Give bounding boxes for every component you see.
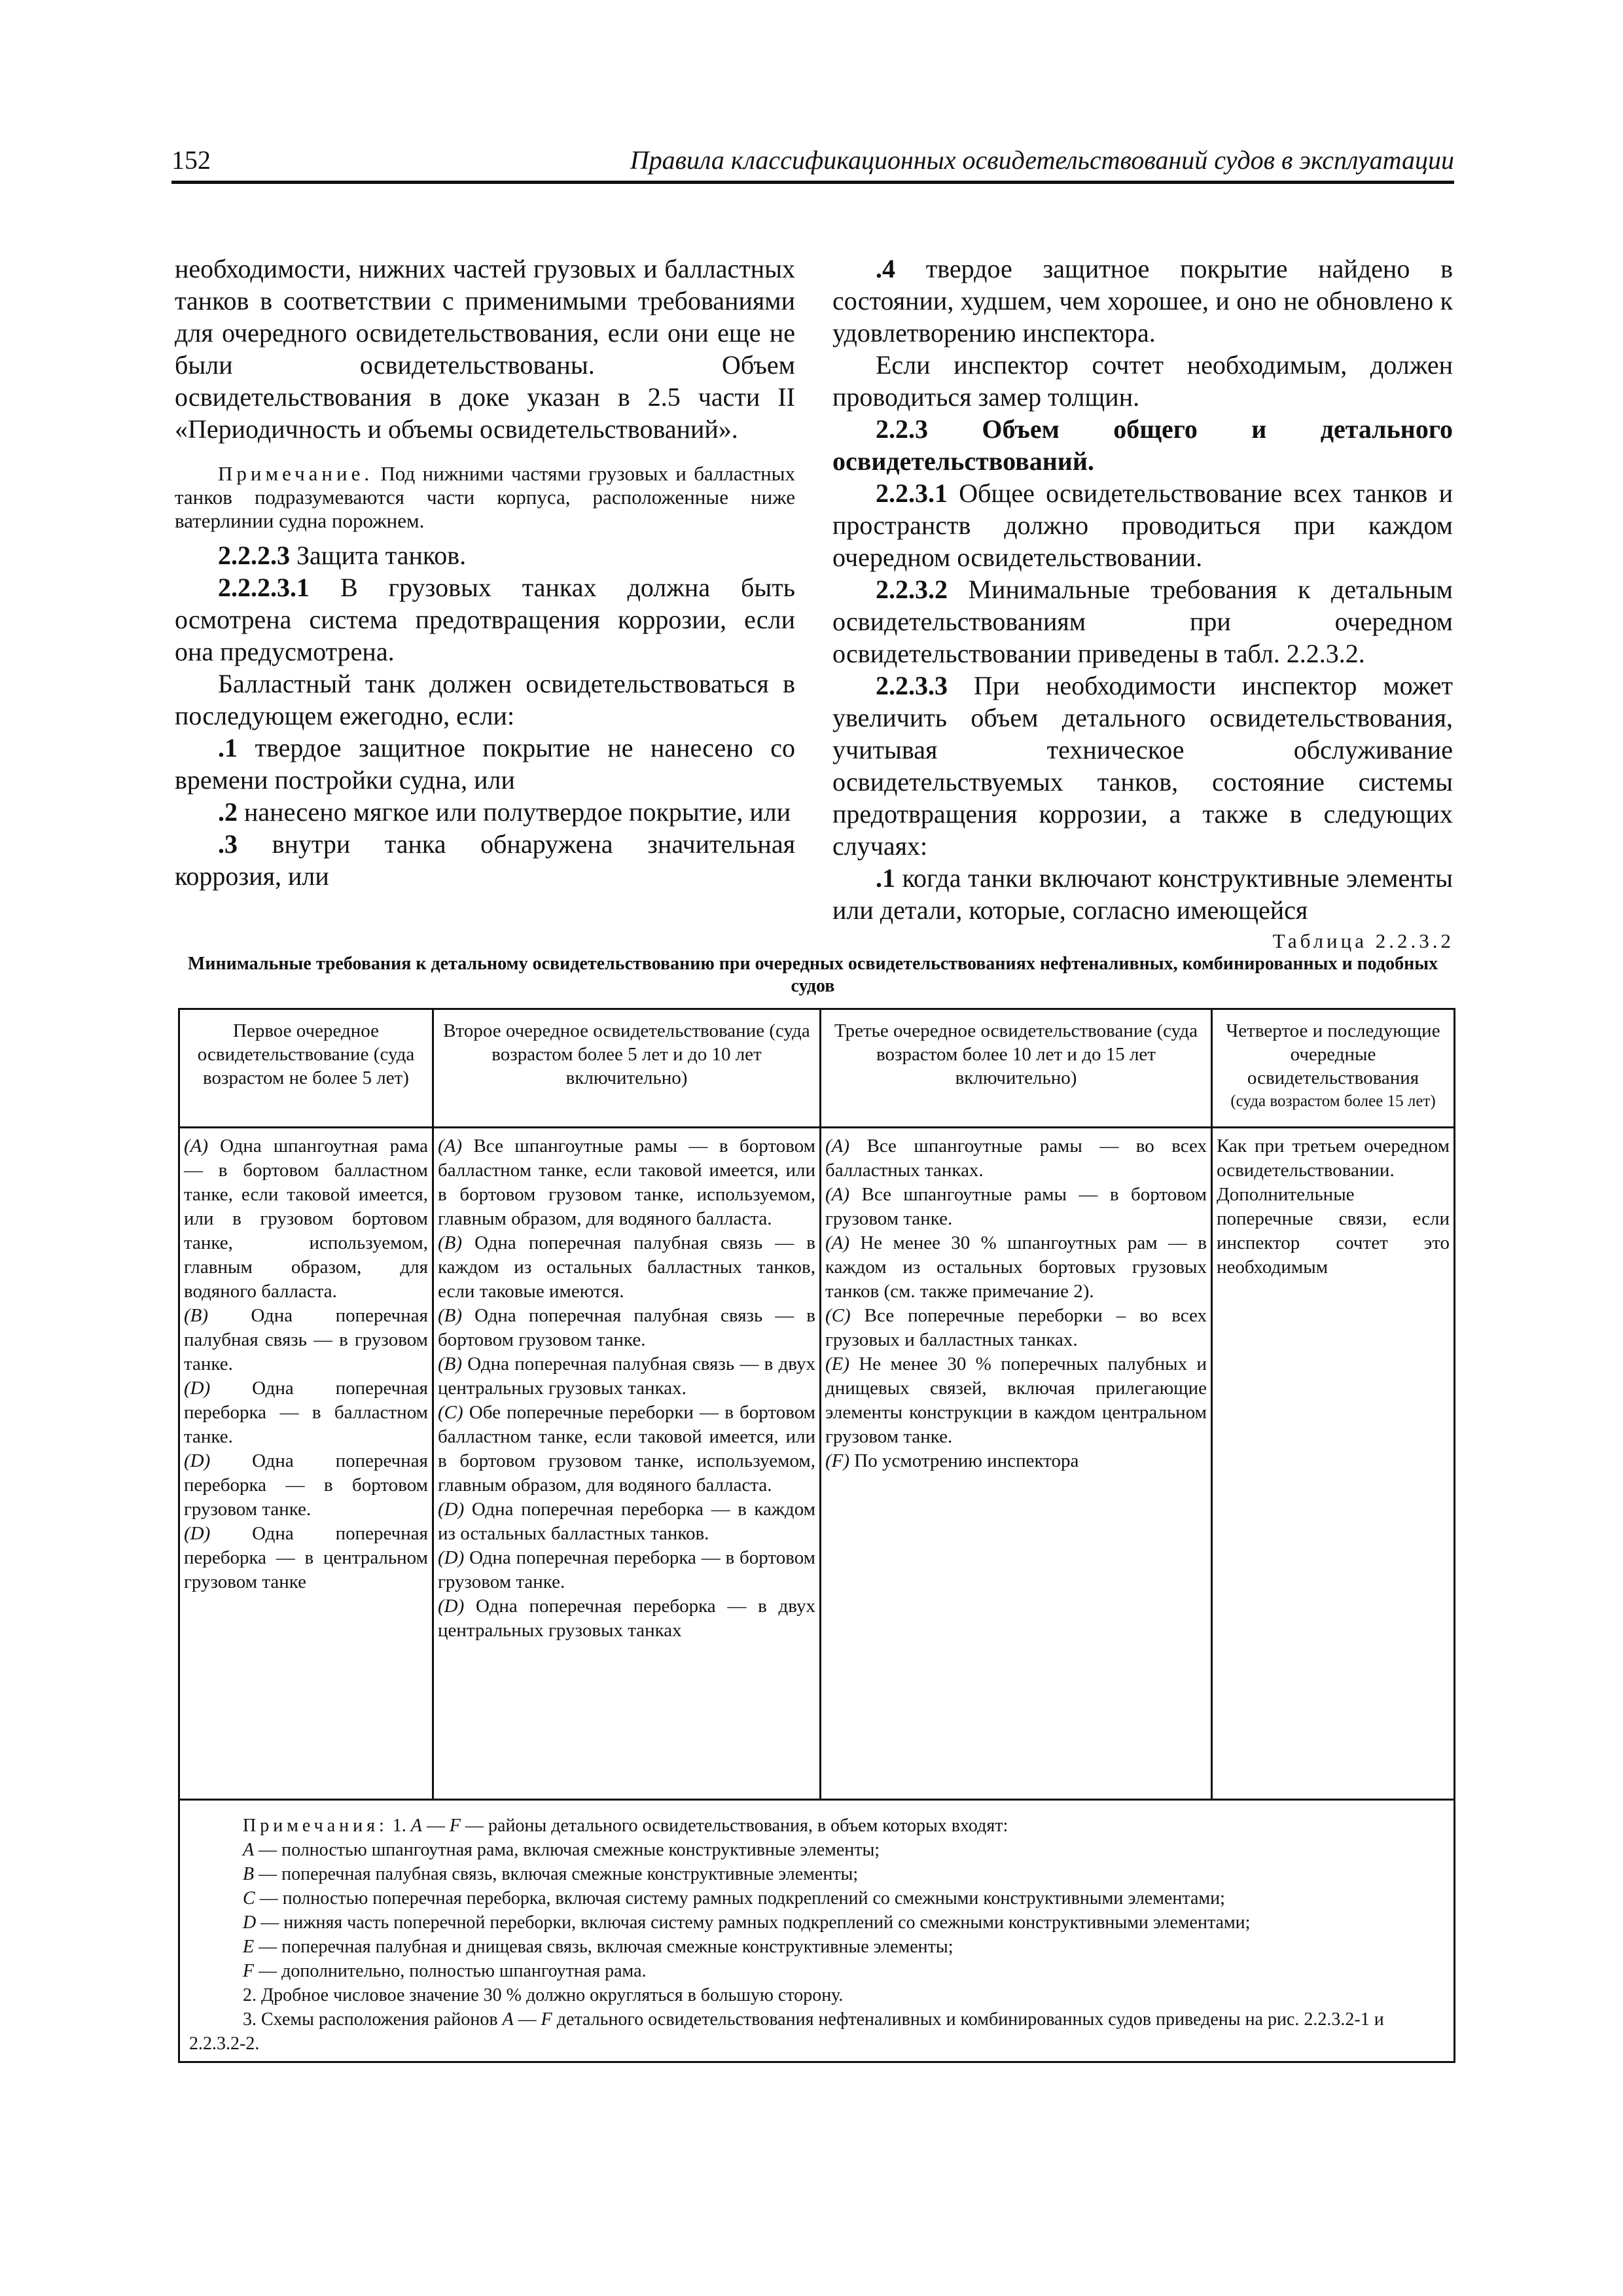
table-entry: Как при третьем очередном освидетельствовании. [1217,1136,1450,1181]
table-entry: Дополнительные поперечные связи, если инспектор сочтет это необходимым [1217,1184,1450,1278]
entry-text: Не менее 30 % поперечных палубных и днищевых связей, включая прилегающие элементы конструкции в каждом центральном грузовом танке. [825,1354,1207,1447]
table-entry [438,1352,815,1401]
table-label: Таблица 2.2.3.2 [1272,929,1454,952]
page-header [171,140,1454,184]
note-letter: F [243,1961,255,1981]
entry-letter: (A) [825,1232,850,1253]
list-item-1-right: .1 когда танки включают конструктивные элементы или детали, которые, согласно имеющейся [832,863,1453,925]
left-column [175,253,795,892]
header-cell: Третье очередное освидетельствование (суда возрастом более 10 лет и до 15 лет включительно) [821,1010,1213,1126]
entry-text: Одна поперечная палубная связь — в двух центральных грузовых танках. [438,1354,815,1399]
entry-letter: (D) [438,1596,465,1617]
table-caption: Минимальные требования к детальному освидетельствованию при очередных освидетельствованиях нефтеналивных, комбинированных и подобных судов [187,954,1438,996]
table-notes [180,1801,1454,2056]
thickness-paragraph: Если инспектор сочтет необходимым, должен проводиться замер толщин. [832,350,1453,412]
entry-text: Одна поперечная переборка — в двух центральных грузовых танках [438,1596,815,1641]
table-entry [825,1449,1207,1473]
entry-text: Одна шпангоутная рама — в бортовом балластном танке, если таковой имеется, или в грузовом бортовом танке, используемом, главным образом, для водяного балласта. [184,1136,428,1302]
entry-text: Одна поперечная палубная связь — в бортовом грузовом танке. [438,1305,815,1350]
note-definition [189,1935,1444,1959]
entry-letter: (A) [184,1136,209,1157]
entry-text: Все поперечные переборки – во всех грузовых и балластных танках. [825,1305,1207,1350]
ballast-intro: Балластный танк должен освидетельствоваться в последующем ежегодно, если: [175,669,795,730]
right-column [832,253,1453,926]
header-cell: Первое очередное освидетельствование (суда возрастом не более 5 лет) [180,1010,434,1126]
table-entry [184,1522,428,1594]
entry-text: Одна поперечная переборка — в бортовом грузовом танке. [438,1547,815,1592]
table-entry [438,1401,815,1498]
entry-text: По усмотрению инспектора [849,1450,1079,1471]
table-entry [184,1376,428,1449]
table-entry [825,1304,1207,1352]
notes-line-3: 3. Схемы расположения районов A — F детального освидетельствования нефтеналивных и комбинированных судов приведены на рис. 2.2.3.2-1 и 2.2.3.2-2. [189,2009,1384,2054]
table-entry [825,1231,1207,1304]
note [175,462,795,533]
note-definition-text: — дополнительно, полностью шпангоутная рама. [254,1961,647,1981]
note-definition [189,1910,1444,1935]
table-entry [184,1304,428,1376]
table-entry [438,1304,815,1352]
section-22231: 2.2.2.3.1 В грузовых танках должна быть осмотрена система предотвращения коррозии, если она предусмотрена. [175,573,795,666]
section-2231: 2.2.3.1 Общее освидетельствование всех танков и пространств должно проводиться при каждом очередном освидетельствовании. [832,478,1453,572]
paragraph-continued: необходимости, нижних частей грузовых и балластных танков в соответствии с применимыми требованиями для очередного освидетельствования, если они еще не были освидетельствованы. Объем освидетельствования в доке указан в 2.5 части II «Периодичность и объемы освидетельствований». [175,254,795,444]
entry-text: Все шпангоутные рамы — во всех балластных танках. [825,1136,1207,1181]
note-definition-text: — нижняя часть поперечной переборки, включая систему рамных подкреплений со смежными конструктивными элементами; [256,1912,1251,1933]
note-label: Примечание. [218,462,374,485]
note-definition-text: — полностью поперечная переборка, включая систему рамных подкреплений со смежными конструктивными элементами; [255,1888,1225,1909]
note-letter: E [243,1937,255,1957]
entry-letter: (B) [438,1305,463,1326]
table-entry [438,1594,815,1643]
entry-text: Все шпангоутные рамы — в бортовом грузовом танке. [825,1184,1207,1229]
note-letter: C [243,1888,255,1909]
table-entry [438,1546,815,1594]
entry-letter: (D) [438,1547,465,1568]
table-entry [438,1498,815,1546]
notes-line-1: Примечания: 1. A — F — районы детального освидетельствования, в объем которых входят: [243,1816,1008,1836]
entry-text: Не менее 30 % шпангоутных рам — в каждом из остальных бортовых грузовых танков (см. также примечание 2). [825,1232,1207,1302]
list-item-2: .2 нанесено мягкое или полутвердое покрытие, или [218,797,791,827]
table-entry [825,1352,1207,1449]
entry-letter: (D) [184,1450,211,1471]
body-cell-fourth [1213,1126,1454,1799]
note-letter: D [243,1912,257,1933]
running-title: Правила классификационных освидетельствований судов в эксплуатации [630,145,1454,175]
entry-letter: (A) [825,1136,850,1157]
notes-items [189,1838,1444,1983]
entry-letter: (B) [184,1305,209,1326]
entry-letter: (B) [438,1354,463,1374]
list-item-4: .4 твердое защитное покрытие найдено в состоянии, худшем, чем хорошее, и оно не обновлено к удовлетворению инспектора. [832,254,1453,348]
header-cell: Четвертое и последующие очередные освидетельствования (суда возрастом более 15 лет) [1226,1020,1440,1110]
table-entry [825,1134,1207,1183]
note-definition [189,1886,1444,1910]
table-header-row [180,1010,1454,1128]
entry-letter: (E) [825,1354,850,1374]
entry-letter: (C) [438,1402,463,1423]
note-letter: B [243,1864,255,1884]
entry-letter: (A) [438,1136,463,1157]
header-cell: Второе очередное освидетельствование (суда возрастом более 5 лет и до 10 лет включительно) [434,1010,821,1126]
entry-letter: (D) [184,1378,211,1399]
entry-text: Одна поперечная переборка — в каждом из остальных балластных танков. [438,1499,815,1544]
entry-text: Одна поперечная переборка — в балластном танке. [184,1378,428,1447]
notes-line-2: 2. Дробное числовое значение 30 % должно округляться в большую сторону. [243,1985,844,2005]
note-text: Под нижними частями грузовых и балластных танков подразумеваются части корпуса, расположенные ниже ватерлинии судна порожнем. [175,462,795,532]
body-cell-second [434,1126,821,1799]
entry-letter: (D) [184,1523,211,1544]
table-entry [825,1183,1207,1231]
table-entry [438,1231,815,1304]
requirements-table [178,1008,1455,2063]
list-item-3: .3 внутри танка обнаружена значительная коррозия, или [175,829,795,891]
table-body-row [180,1126,1454,1801]
list-item-1: .1 твердое защитное покрытие не нанесено со времени постройки судна, или [175,733,795,795]
note-definition-text: — поперечная палубная связь, включая смежные конструктивные элементы; [254,1864,859,1884]
entry-text: Одна поперечная палубная связь — в каждом из остальных балластных танков, если таковые имеются. [438,1232,815,1302]
section-223-heading: 2.2.3 Объем общего и детального освидетельствований. [832,414,1453,476]
table-entry [184,1449,428,1522]
entry-letter: (B) [438,1232,463,1253]
note-definition-text: — поперечная палубная и днищевая связь, включая смежные конструктивные элементы; [254,1937,954,1957]
entry-letter: (A) [825,1184,850,1205]
entry-text: Одна поперечная переборка — в бортовом грузовом танке. [184,1450,428,1520]
note-definition-text: — полностью шпангоутная рама, включая смежные конструктивные элементы; [254,1840,880,1860]
entry-letter: (F) [825,1450,850,1471]
body-cell-first [180,1126,434,1799]
body-cell-third [821,1126,1213,1799]
table-entry [438,1134,815,1231]
table-entry [184,1134,428,1304]
page-number: 152 [171,145,211,175]
entry-text: Обе поперечные переборки — в бортовом балластном танке, если таковой имеется, или в бортовом грузовом танке, используемом, главным образом, для водяного балласта. [438,1402,815,1496]
entry-letter: (C) [825,1305,851,1326]
section-2223: 2.2.2.3 Защита танков. [218,541,467,570]
section-2233: 2.2.3.3 При необходимости инспектор может увеличить объем детального освидетельствования, учитывая техническое обслуживание освидетельствуемых танков, состояние системы предотвращения коррозии, а также в следующих случаях: [832,671,1453,861]
entry-text: Все шпангоутные рамы — в бортовом балластном танке, если таковой имеется, или в бортовом грузовом танке, используемом, главным образом, для водяного балласта. [438,1136,815,1229]
section-2232: 2.2.3.2 Минимальные требования к детальным освидетельствованиям при очередном освидетельствовании приведены в табл. 2.2.3.2. [832,575,1453,668]
entry-letter: (D) [438,1499,465,1520]
entry-text: Одна поперечная переборка — в центральном грузовом танке [184,1523,428,1592]
entry-text: Одна поперечная палубная связь — в грузовом танке. [184,1305,428,1374]
note-definition [189,1862,1444,1886]
note-definition [189,1838,1444,1862]
note-letter: A [243,1840,255,1860]
note-definition [189,1959,1444,1983]
